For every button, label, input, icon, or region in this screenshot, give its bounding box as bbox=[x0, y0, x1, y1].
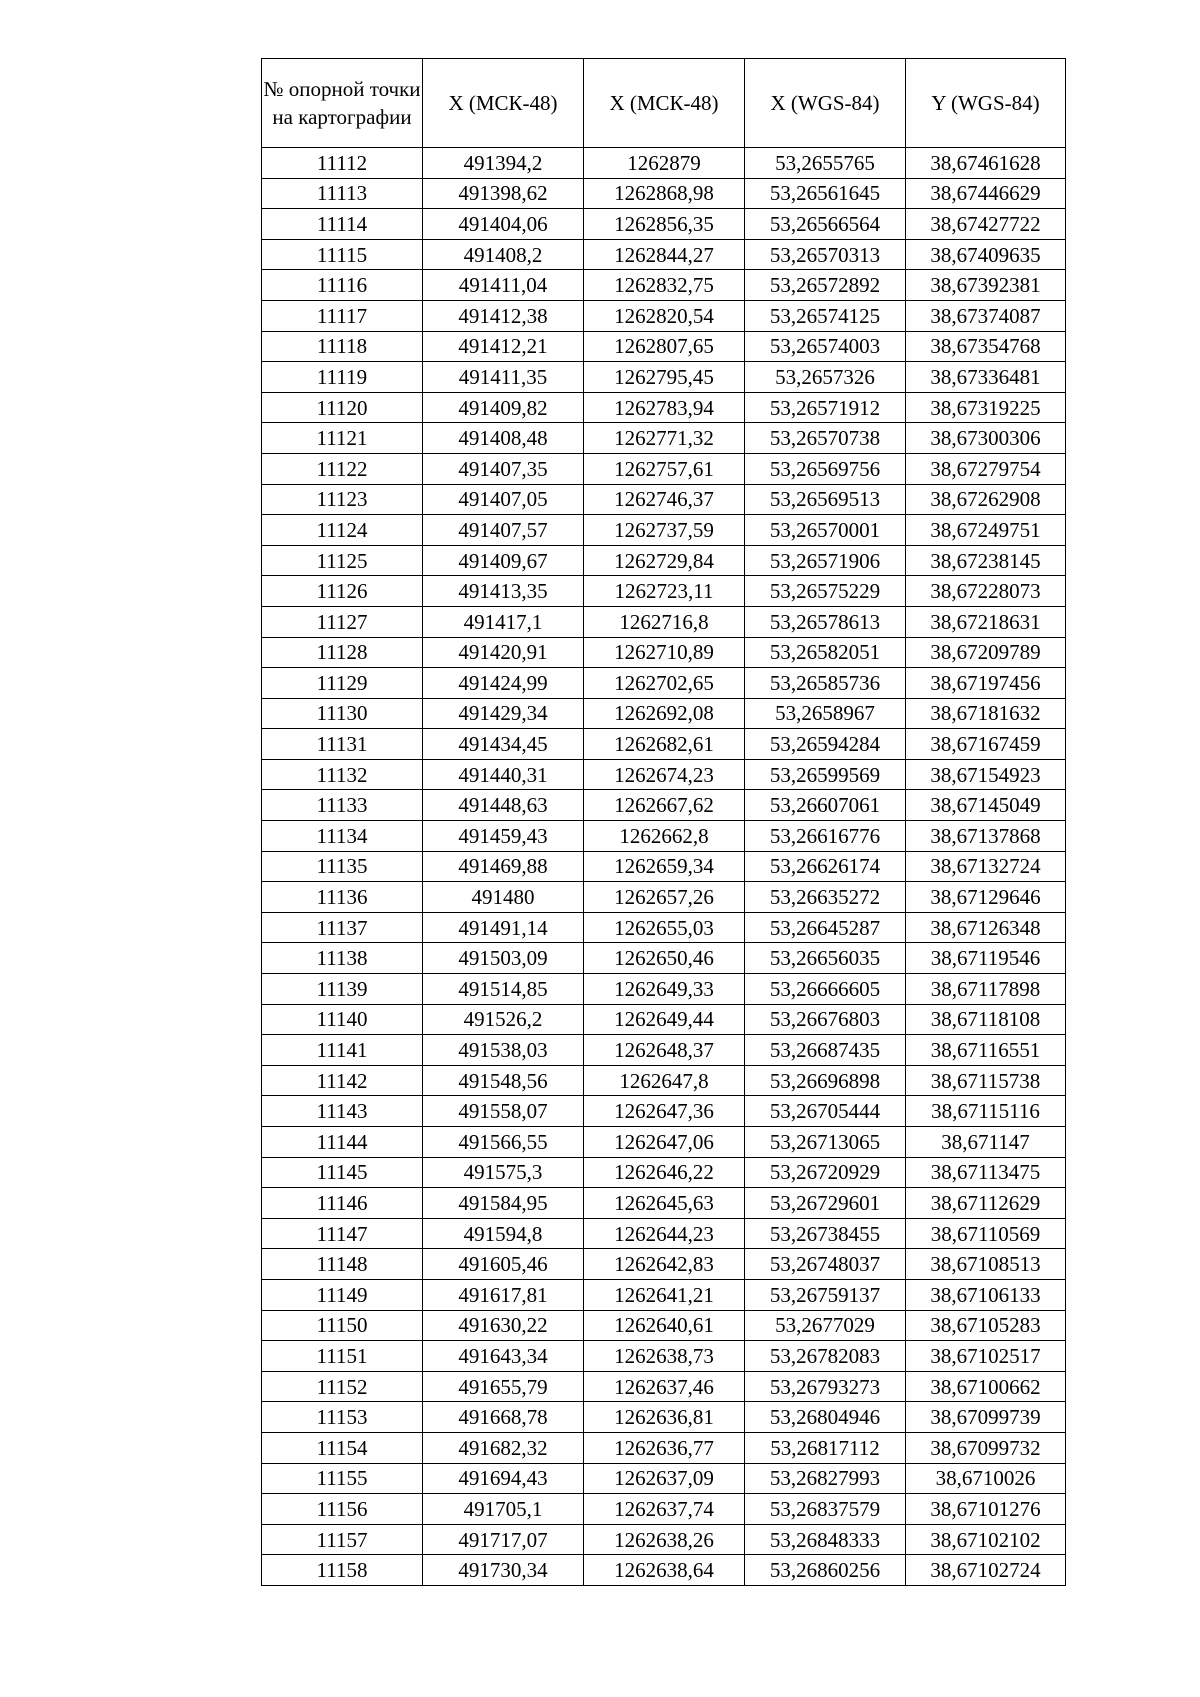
x-wgs84-cell: 53,26827993 bbox=[745, 1463, 906, 1494]
y-wgs84-cell: 38,67209789 bbox=[906, 637, 1066, 668]
table-row bbox=[262, 1096, 1066, 1127]
x-wgs84-cell: 53,26782083 bbox=[745, 1341, 906, 1372]
header-y-wgs84: Y (WGS-84) bbox=[906, 59, 1066, 148]
y-wgs84-cell: 38,67197456 bbox=[906, 668, 1066, 699]
point-number-cell: 11128 bbox=[262, 637, 423, 668]
y-wgs84-cell: 38,67126348 bbox=[906, 912, 1066, 943]
x-wgs84-cell: 53,26569513 bbox=[745, 484, 906, 515]
y-wgs84-cell: 38,67110569 bbox=[906, 1218, 1066, 1249]
point-number-cell: 11145 bbox=[262, 1157, 423, 1188]
x-wgs84-cell: 53,26696898 bbox=[745, 1065, 906, 1096]
x-wgs84-cell: 53,26607061 bbox=[745, 790, 906, 821]
table-row bbox=[262, 851, 1066, 882]
x-msk48-second-cell: 1262649,33 bbox=[584, 974, 745, 1005]
x-msk48-cell: 491440,31 bbox=[423, 759, 584, 790]
x-wgs84-cell: 53,26666605 bbox=[745, 974, 906, 1005]
y-wgs84-cell: 38,67228073 bbox=[906, 576, 1066, 607]
table-row bbox=[262, 1402, 1066, 1433]
x-wgs84-cell: 53,26687435 bbox=[745, 1035, 906, 1066]
y-wgs84-cell: 38,67181632 bbox=[906, 698, 1066, 729]
x-msk48-cell: 491413,35 bbox=[423, 576, 584, 607]
x-wgs84-cell: 53,26570738 bbox=[745, 423, 906, 454]
point-number-cell: 11148 bbox=[262, 1249, 423, 1280]
table-row bbox=[262, 606, 1066, 637]
x-msk48-second-cell: 1262746,37 bbox=[584, 484, 745, 515]
x-msk48-second-cell: 1262647,06 bbox=[584, 1127, 745, 1158]
x-msk48-second-cell: 1262646,22 bbox=[584, 1157, 745, 1188]
x-wgs84-cell: 53,26570001 bbox=[745, 515, 906, 546]
y-wgs84-cell: 38,67167459 bbox=[906, 729, 1066, 760]
point-number-cell: 11144 bbox=[262, 1127, 423, 1158]
x-msk48-second-cell: 1262674,23 bbox=[584, 759, 745, 790]
x-wgs84-cell: 53,2658967 bbox=[745, 698, 906, 729]
x-wgs84-cell: 53,26848333 bbox=[745, 1524, 906, 1555]
header-x-msk48-second: X (МСК-48) bbox=[584, 59, 745, 148]
x-wgs84-cell: 53,26804946 bbox=[745, 1402, 906, 1433]
x-msk48-cell: 491424,99 bbox=[423, 668, 584, 699]
table-row bbox=[262, 1127, 1066, 1158]
x-wgs84-cell: 53,26571906 bbox=[745, 545, 906, 576]
x-msk48-second-cell: 1262795,45 bbox=[584, 362, 745, 393]
x-msk48-second-cell: 1262783,94 bbox=[584, 392, 745, 423]
y-wgs84-cell: 38,67115116 bbox=[906, 1096, 1066, 1127]
point-number-cell: 11131 bbox=[262, 729, 423, 760]
x-msk48-cell: 491407,05 bbox=[423, 484, 584, 515]
y-wgs84-cell: 38,67116551 bbox=[906, 1035, 1066, 1066]
x-msk48-second-cell: 1262647,8 bbox=[584, 1065, 745, 1096]
y-wgs84-cell: 38,67102724 bbox=[906, 1555, 1066, 1586]
x-msk48-second-cell: 1262702,65 bbox=[584, 668, 745, 699]
x-wgs84-cell: 53,26635272 bbox=[745, 882, 906, 913]
x-msk48-cell: 491409,82 bbox=[423, 392, 584, 423]
x-msk48-cell: 491491,14 bbox=[423, 912, 584, 943]
x-wgs84-cell: 53,26574125 bbox=[745, 300, 906, 331]
x-msk48-second-cell: 1262638,26 bbox=[584, 1524, 745, 1555]
x-wgs84-cell: 53,26656035 bbox=[745, 943, 906, 974]
y-wgs84-cell: 38,67446629 bbox=[906, 178, 1066, 209]
x-msk48-cell: 491417,1 bbox=[423, 606, 584, 637]
x-msk48-cell: 491694,43 bbox=[423, 1463, 584, 1494]
x-wgs84-cell: 53,26570313 bbox=[745, 239, 906, 270]
y-wgs84-cell: 38,67300306 bbox=[906, 423, 1066, 454]
point-number-cell: 11151 bbox=[262, 1341, 423, 1372]
y-wgs84-cell: 38,67145049 bbox=[906, 790, 1066, 821]
y-wgs84-cell: 38,67218631 bbox=[906, 606, 1066, 637]
x-msk48-second-cell: 1262637,74 bbox=[584, 1494, 745, 1525]
table-row bbox=[262, 1310, 1066, 1341]
x-msk48-second-cell: 1262682,61 bbox=[584, 729, 745, 760]
x-wgs84-cell: 53,26713065 bbox=[745, 1127, 906, 1158]
table-row bbox=[262, 148, 1066, 179]
y-wgs84-cell: 38,67119546 bbox=[906, 943, 1066, 974]
point-number-cell: 11129 bbox=[262, 668, 423, 699]
table-row bbox=[262, 515, 1066, 546]
point-number-cell: 11124 bbox=[262, 515, 423, 546]
point-number-cell: 11157 bbox=[262, 1524, 423, 1555]
x-wgs84-cell: 53,26571912 bbox=[745, 392, 906, 423]
x-msk48-second-cell: 1262638,64 bbox=[584, 1555, 745, 1586]
x-msk48-cell: 491643,34 bbox=[423, 1341, 584, 1372]
table-row bbox=[262, 1249, 1066, 1280]
x-msk48-second-cell: 1262832,75 bbox=[584, 270, 745, 301]
x-msk48-second-cell: 1262650,46 bbox=[584, 943, 745, 974]
y-wgs84-cell: 38,67279754 bbox=[906, 453, 1066, 484]
y-wgs84-cell: 38,67262908 bbox=[906, 484, 1066, 515]
x-wgs84-cell: 53,26626174 bbox=[745, 851, 906, 882]
x-msk48-cell: 491730,34 bbox=[423, 1555, 584, 1586]
y-wgs84-cell: 38,67118108 bbox=[906, 1004, 1066, 1035]
x-wgs84-cell: 53,26566564 bbox=[745, 209, 906, 240]
x-msk48-second-cell: 1262642,83 bbox=[584, 1249, 745, 1280]
y-wgs84-cell: 38,67100662 bbox=[906, 1371, 1066, 1402]
y-wgs84-cell: 38,67115738 bbox=[906, 1065, 1066, 1096]
table-row bbox=[262, 423, 1066, 454]
table-row bbox=[262, 576, 1066, 607]
x-wgs84-cell: 53,26572892 bbox=[745, 270, 906, 301]
x-msk48-cell: 491409,67 bbox=[423, 545, 584, 576]
y-wgs84-cell: 38,67392381 bbox=[906, 270, 1066, 301]
table-row bbox=[262, 1341, 1066, 1372]
table-row bbox=[262, 1157, 1066, 1188]
table-row bbox=[262, 1065, 1066, 1096]
y-wgs84-cell: 38,67354768 bbox=[906, 331, 1066, 362]
x-msk48-second-cell: 1262648,37 bbox=[584, 1035, 745, 1066]
point-number-cell: 11122 bbox=[262, 453, 423, 484]
y-wgs84-cell: 38,67374087 bbox=[906, 300, 1066, 331]
header-x-msk48: X (МСК-48) bbox=[423, 59, 584, 148]
point-number-cell: 11117 bbox=[262, 300, 423, 331]
point-number-cell: 11114 bbox=[262, 209, 423, 240]
x-wgs84-cell: 53,26574003 bbox=[745, 331, 906, 362]
x-msk48-second-cell: 1262879 bbox=[584, 148, 745, 179]
x-msk48-cell: 491668,78 bbox=[423, 1402, 584, 1433]
x-msk48-second-cell: 1262820,54 bbox=[584, 300, 745, 331]
x-msk48-second-cell: 1262659,34 bbox=[584, 851, 745, 882]
x-msk48-second-cell: 1262844,27 bbox=[584, 239, 745, 270]
x-wgs84-cell: 53,26594284 bbox=[745, 729, 906, 760]
x-msk48-cell: 491594,8 bbox=[423, 1218, 584, 1249]
table-row bbox=[262, 178, 1066, 209]
x-msk48-second-cell: 1262716,8 bbox=[584, 606, 745, 637]
y-wgs84-cell: 38,6710026 bbox=[906, 1463, 1066, 1494]
x-msk48-cell: 491420,91 bbox=[423, 637, 584, 668]
x-msk48-cell: 491682,32 bbox=[423, 1432, 584, 1463]
x-msk48-cell: 491617,81 bbox=[423, 1279, 584, 1310]
x-msk48-second-cell: 1262757,61 bbox=[584, 453, 745, 484]
point-number-cell: 11137 bbox=[262, 912, 423, 943]
x-msk48-cell: 491575,3 bbox=[423, 1157, 584, 1188]
point-number-cell: 11143 bbox=[262, 1096, 423, 1127]
point-number-cell: 11130 bbox=[262, 698, 423, 729]
y-wgs84-cell: 38,67238145 bbox=[906, 545, 1066, 576]
x-msk48-cell: 491558,07 bbox=[423, 1096, 584, 1127]
x-msk48-cell: 491407,35 bbox=[423, 453, 584, 484]
table-row bbox=[262, 698, 1066, 729]
point-number-cell: 11140 bbox=[262, 1004, 423, 1035]
table-header bbox=[262, 59, 1066, 148]
point-number-cell: 11139 bbox=[262, 974, 423, 1005]
point-number-cell: 11133 bbox=[262, 790, 423, 821]
point-number-cell: 11118 bbox=[262, 331, 423, 362]
table-row bbox=[262, 912, 1066, 943]
x-wgs84-cell: 53,26599569 bbox=[745, 759, 906, 790]
x-msk48-cell: 491411,35 bbox=[423, 362, 584, 393]
x-wgs84-cell: 53,26748037 bbox=[745, 1249, 906, 1280]
point-number-cell: 11125 bbox=[262, 545, 423, 576]
x-wgs84-cell: 53,26585736 bbox=[745, 668, 906, 699]
x-wgs84-cell: 53,26676803 bbox=[745, 1004, 906, 1035]
x-msk48-second-cell: 1262723,11 bbox=[584, 576, 745, 607]
y-wgs84-cell: 38,67108513 bbox=[906, 1249, 1066, 1280]
y-wgs84-cell: 38,67105283 bbox=[906, 1310, 1066, 1341]
x-msk48-cell: 491434,45 bbox=[423, 729, 584, 760]
point-number-cell: 11152 bbox=[262, 1371, 423, 1402]
x-msk48-cell: 491398,62 bbox=[423, 178, 584, 209]
table-row bbox=[262, 1279, 1066, 1310]
point-number-cell: 11121 bbox=[262, 423, 423, 454]
y-wgs84-cell: 38,67137868 bbox=[906, 821, 1066, 852]
y-wgs84-cell: 38,67113475 bbox=[906, 1157, 1066, 1188]
x-msk48-second-cell: 1262868,98 bbox=[584, 178, 745, 209]
point-number-cell: 11119 bbox=[262, 362, 423, 393]
x-msk48-second-cell: 1262710,89 bbox=[584, 637, 745, 668]
x-msk48-cell: 491480 bbox=[423, 882, 584, 913]
x-msk48-second-cell: 1262644,23 bbox=[584, 1218, 745, 1249]
table-row bbox=[262, 1555, 1066, 1586]
x-msk48-cell: 491411,04 bbox=[423, 270, 584, 301]
x-wgs84-cell: 53,26569756 bbox=[745, 453, 906, 484]
x-msk48-cell: 491469,88 bbox=[423, 851, 584, 882]
x-msk48-cell: 491407,57 bbox=[423, 515, 584, 546]
y-wgs84-cell: 38,67129646 bbox=[906, 882, 1066, 913]
y-wgs84-cell: 38,67106133 bbox=[906, 1279, 1066, 1310]
y-wgs84-cell: 38,67112629 bbox=[906, 1188, 1066, 1219]
x-wgs84-cell: 53,26616776 bbox=[745, 821, 906, 852]
x-msk48-cell: 491503,09 bbox=[423, 943, 584, 974]
table-row bbox=[262, 1035, 1066, 1066]
x-msk48-cell: 491566,55 bbox=[423, 1127, 584, 1158]
point-number-cell: 11127 bbox=[262, 606, 423, 637]
x-wgs84-cell: 53,26729601 bbox=[745, 1188, 906, 1219]
x-msk48-cell: 491459,43 bbox=[423, 821, 584, 852]
y-wgs84-cell: 38,67099732 bbox=[906, 1432, 1066, 1463]
point-number-cell: 11126 bbox=[262, 576, 423, 607]
x-wgs84-cell: 53,26793273 bbox=[745, 1371, 906, 1402]
table-row bbox=[262, 545, 1066, 576]
table-row bbox=[262, 1432, 1066, 1463]
point-number-cell: 11150 bbox=[262, 1310, 423, 1341]
x-wgs84-cell: 53,26645287 bbox=[745, 912, 906, 943]
table-row bbox=[262, 1218, 1066, 1249]
x-msk48-second-cell: 1262649,44 bbox=[584, 1004, 745, 1035]
x-wgs84-cell: 53,26837579 bbox=[745, 1494, 906, 1525]
x-msk48-second-cell: 1262729,84 bbox=[584, 545, 745, 576]
point-number-cell: 11116 bbox=[262, 270, 423, 301]
table-row bbox=[262, 790, 1066, 821]
table-row bbox=[262, 759, 1066, 790]
point-number-cell: 11142 bbox=[262, 1065, 423, 1096]
y-wgs84-cell: 38,671147 bbox=[906, 1127, 1066, 1158]
x-wgs84-cell: 53,2657326 bbox=[745, 362, 906, 393]
x-msk48-second-cell: 1262771,32 bbox=[584, 423, 745, 454]
x-msk48-second-cell: 1262737,59 bbox=[584, 515, 745, 546]
point-number-cell: 11153 bbox=[262, 1402, 423, 1433]
y-wgs84-cell: 38,67319225 bbox=[906, 392, 1066, 423]
x-msk48-cell: 491404,06 bbox=[423, 209, 584, 240]
table-row bbox=[262, 668, 1066, 699]
point-number-cell: 11112 bbox=[262, 148, 423, 179]
table-row bbox=[262, 484, 1066, 515]
x-msk48-cell: 491394,2 bbox=[423, 148, 584, 179]
x-wgs84-cell: 53,26578613 bbox=[745, 606, 906, 637]
x-msk48-second-cell: 1262638,73 bbox=[584, 1341, 745, 1372]
x-wgs84-cell: 53,2655765 bbox=[745, 148, 906, 179]
table-row bbox=[262, 1371, 1066, 1402]
x-msk48-second-cell: 1262641,21 bbox=[584, 1279, 745, 1310]
table-row bbox=[262, 392, 1066, 423]
point-number-cell: 11120 bbox=[262, 392, 423, 423]
x-msk48-cell: 491526,2 bbox=[423, 1004, 584, 1035]
point-number-cell: 11132 bbox=[262, 759, 423, 790]
header-point-number: № опорной точки на картографии bbox=[262, 59, 423, 148]
table-row bbox=[262, 270, 1066, 301]
x-msk48-second-cell: 1262655,03 bbox=[584, 912, 745, 943]
table-row bbox=[262, 1494, 1066, 1525]
table-row bbox=[262, 300, 1066, 331]
x-msk48-cell: 491412,38 bbox=[423, 300, 584, 331]
x-msk48-second-cell: 1262662,8 bbox=[584, 821, 745, 852]
x-msk48-cell: 491412,21 bbox=[423, 331, 584, 362]
x-msk48-cell: 491548,56 bbox=[423, 1065, 584, 1096]
y-wgs84-cell: 38,67409635 bbox=[906, 239, 1066, 270]
x-msk48-cell: 491605,46 bbox=[423, 1249, 584, 1280]
point-number-cell: 11155 bbox=[262, 1463, 423, 1494]
x-msk48-second-cell: 1262856,35 bbox=[584, 209, 745, 240]
point-number-cell: 11113 bbox=[262, 178, 423, 209]
x-wgs84-cell: 53,26705444 bbox=[745, 1096, 906, 1127]
table-row bbox=[262, 1004, 1066, 1035]
x-wgs84-cell: 53,26582051 bbox=[745, 637, 906, 668]
y-wgs84-cell: 38,67101276 bbox=[906, 1494, 1066, 1525]
table-row bbox=[262, 943, 1066, 974]
x-msk48-cell: 491584,95 bbox=[423, 1188, 584, 1219]
point-number-cell: 11123 bbox=[262, 484, 423, 515]
x-msk48-second-cell: 1262637,09 bbox=[584, 1463, 745, 1494]
point-number-cell: 11115 bbox=[262, 239, 423, 270]
x-msk48-second-cell: 1262640,61 bbox=[584, 1310, 745, 1341]
table-row bbox=[262, 1463, 1066, 1494]
y-wgs84-cell: 38,67249751 bbox=[906, 515, 1066, 546]
y-wgs84-cell: 38,67336481 bbox=[906, 362, 1066, 393]
point-number-cell: 11135 bbox=[262, 851, 423, 882]
table-row bbox=[262, 362, 1066, 393]
table-row bbox=[262, 637, 1066, 668]
table-row bbox=[262, 882, 1066, 913]
table-row bbox=[262, 821, 1066, 852]
table-row bbox=[262, 453, 1066, 484]
point-number-cell: 11154 bbox=[262, 1432, 423, 1463]
x-wgs84-cell: 53,26575229 bbox=[745, 576, 906, 607]
x-msk48-second-cell: 1262657,26 bbox=[584, 882, 745, 913]
x-msk48-cell: 491538,03 bbox=[423, 1035, 584, 1066]
table-row bbox=[262, 239, 1066, 270]
x-wgs84-cell: 53,26720929 bbox=[745, 1157, 906, 1188]
y-wgs84-cell: 38,67117898 bbox=[906, 974, 1066, 1005]
y-wgs84-cell: 38,67154923 bbox=[906, 759, 1066, 790]
x-wgs84-cell: 53,26738455 bbox=[745, 1218, 906, 1249]
y-wgs84-cell: 38,67102517 bbox=[906, 1341, 1066, 1372]
x-msk48-second-cell: 1262637,46 bbox=[584, 1371, 745, 1402]
x-msk48-second-cell: 1262647,36 bbox=[584, 1096, 745, 1127]
point-number-cell: 11156 bbox=[262, 1494, 423, 1525]
x-wgs84-cell: 53,2677029 bbox=[745, 1310, 906, 1341]
x-msk48-cell: 491408,48 bbox=[423, 423, 584, 454]
x-msk48-cell: 491655,79 bbox=[423, 1371, 584, 1402]
table-row bbox=[262, 209, 1066, 240]
table-row bbox=[262, 331, 1066, 362]
point-number-cell: 11136 bbox=[262, 882, 423, 913]
point-number-cell: 11158 bbox=[262, 1555, 423, 1586]
x-msk48-cell: 491408,2 bbox=[423, 239, 584, 270]
y-wgs84-cell: 38,67427722 bbox=[906, 209, 1066, 240]
x-msk48-second-cell: 1262645,63 bbox=[584, 1188, 745, 1219]
point-number-cell: 11149 bbox=[262, 1279, 423, 1310]
table-body bbox=[262, 148, 1066, 1586]
x-msk48-second-cell: 1262667,62 bbox=[584, 790, 745, 821]
x-msk48-second-cell: 1262636,77 bbox=[584, 1432, 745, 1463]
x-msk48-cell: 491705,1 bbox=[423, 1494, 584, 1525]
x-wgs84-cell: 53,26759137 bbox=[745, 1279, 906, 1310]
table-row bbox=[262, 1524, 1066, 1555]
coordinates-table bbox=[261, 58, 1066, 1586]
point-number-cell: 11134 bbox=[262, 821, 423, 852]
point-number-cell: 11141 bbox=[262, 1035, 423, 1066]
table-row bbox=[262, 1188, 1066, 1219]
x-msk48-second-cell: 1262807,65 bbox=[584, 331, 745, 362]
y-wgs84-cell: 38,67461628 bbox=[906, 148, 1066, 179]
x-msk48-cell: 491717,07 bbox=[423, 1524, 584, 1555]
x-wgs84-cell: 53,26817112 bbox=[745, 1432, 906, 1463]
x-msk48-cell: 491448,63 bbox=[423, 790, 584, 821]
x-msk48-cell: 491630,22 bbox=[423, 1310, 584, 1341]
x-wgs84-cell: 53,26561645 bbox=[745, 178, 906, 209]
table-row bbox=[262, 974, 1066, 1005]
x-msk48-cell: 491429,34 bbox=[423, 698, 584, 729]
header-x-wgs84: X (WGS-84) bbox=[745, 59, 906, 148]
header-row bbox=[262, 59, 1066, 148]
x-msk48-second-cell: 1262636,81 bbox=[584, 1402, 745, 1433]
y-wgs84-cell: 38,67132724 bbox=[906, 851, 1066, 882]
y-wgs84-cell: 38,67099739 bbox=[906, 1402, 1066, 1433]
x-wgs84-cell: 53,26860256 bbox=[745, 1555, 906, 1586]
point-number-cell: 11146 bbox=[262, 1188, 423, 1219]
x-msk48-second-cell: 1262692,08 bbox=[584, 698, 745, 729]
table-row bbox=[262, 729, 1066, 760]
y-wgs84-cell: 38,67102102 bbox=[906, 1524, 1066, 1555]
x-msk48-cell: 491514,85 bbox=[423, 974, 584, 1005]
point-number-cell: 11138 bbox=[262, 943, 423, 974]
point-number-cell: 11147 bbox=[262, 1218, 423, 1249]
